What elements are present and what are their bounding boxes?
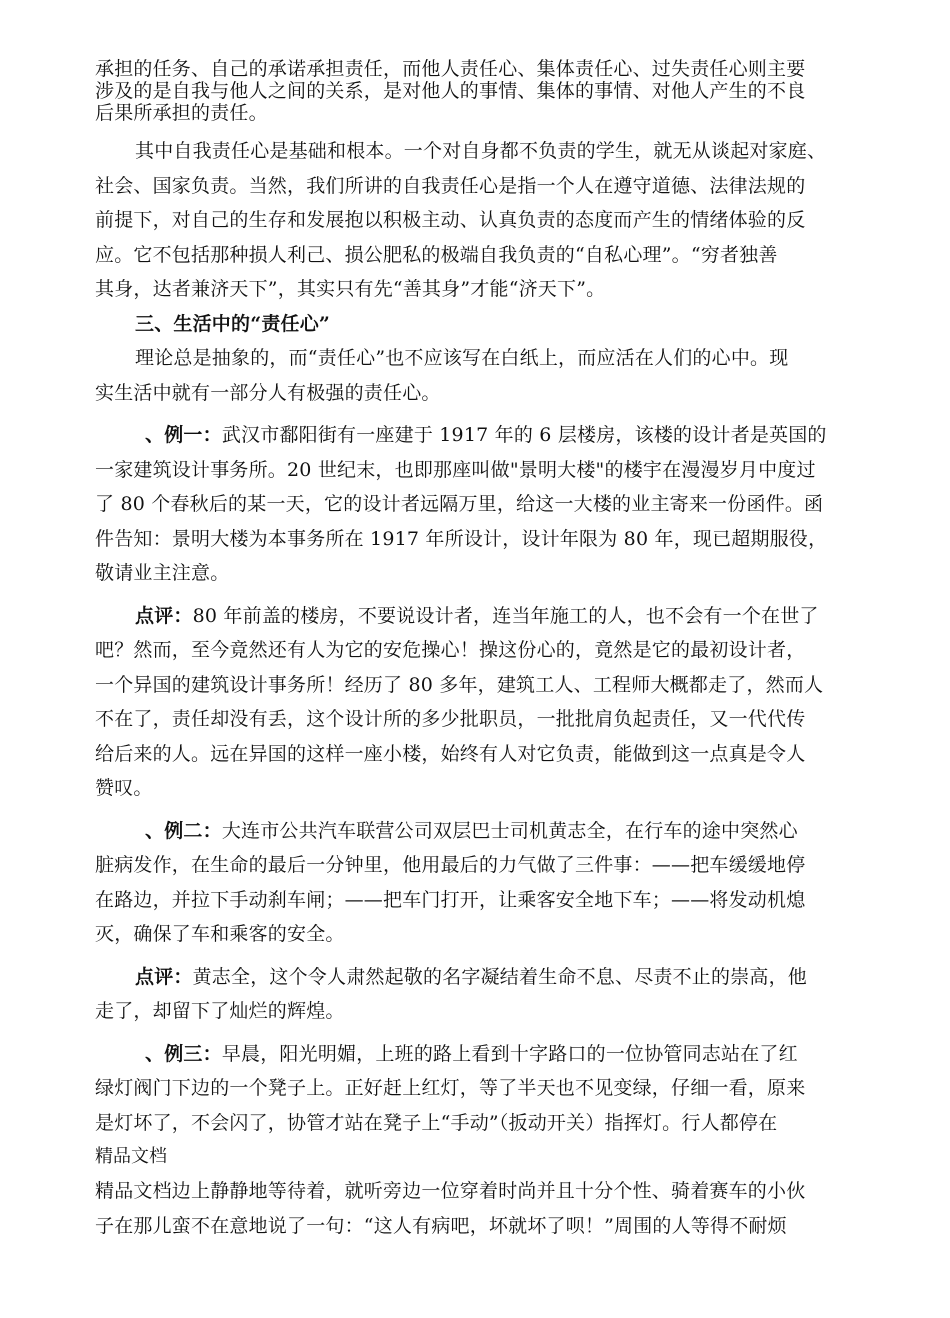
comment-label: 点评： [135, 965, 193, 988]
section-heading: 三、生活中的“责任心” [135, 312, 331, 335]
example-text: 早晨，阳光明媚，上班的路上看到十字路口的一位协管同志站在了红 [221, 1042, 798, 1065]
text-line [95, 814, 867, 849]
text-line: 走了，却留下了灿烂的辉煌。 [95, 1000, 345, 1022]
text-line: 其身，达者兼济天下”，其实只有先“善其身”才能“济天下”。 [95, 278, 606, 300]
text-line: 件告知：景明大楼为本事务所在 1917 年所设计，设计年限为 80 年，现已超期服役， [95, 527, 828, 550]
page-footer [95, 1140, 867, 1174]
example-label: 、例三： [145, 1042, 222, 1065]
paragraph-1 [95, 58, 867, 124]
comment-text: 80 年前盖的楼房，不要说设计者，连当年施工的人，也不会有一个在世了 [192, 604, 819, 627]
text-line: 绿灯阀门下边的一个凳子上。正好赶上红灯，等了半天也不见变绿，仔细一看，原来 [95, 1077, 806, 1099]
text-line: 前提下，对自己的生存和发展抱以积极主动、认真负责的态度而产生的情绪体验的反 [95, 209, 806, 231]
text-line: 精品文档边上静静地等待着，就听旁边一位穿着时尚并且十分个性、骑着赛车的小伙 [95, 1180, 806, 1202]
comment-text: 黄志全，这个令人肃然起敬的名字凝结着生命不息、尽责不止的崇高，他 [192, 965, 808, 988]
text-line: 应。它不包括那种损人利己、损公肥私的极端自我负责的“自私心理”。“穷者独善 [95, 243, 778, 266]
example-2 [95, 814, 867, 952]
text-line [95, 1037, 867, 1072]
next-page-continuation [95, 1174, 867, 1243]
text-line: 子在那儿蛮不在意地说了一句：“这人有病吧，坏就坏了呗！”周围的人等得不耐烦 [95, 1214, 787, 1237]
text-line: 一个异国的建筑设计事务所！经历了 80 多年，建筑工人、工程师大概都走了，然而人 [95, 673, 824, 696]
text-line: 后果所承担的责任。 [95, 102, 268, 124]
comment-1 [95, 599, 867, 806]
text-line: 吧？然而，至今竟然还有人为它的安危操心！操这份心的，竟然是它的最初设计者， [95, 639, 806, 661]
comment-2 [95, 960, 867, 1029]
text-line: 实生活中就有一部分人有极强的责任心。 [95, 381, 441, 404]
text-line [95, 960, 867, 995]
text-line [95, 599, 867, 634]
example-text: 武汉市鄱阳街有一座建于 1917 年的 6 层楼房，该楼的设计者是英国的 [221, 424, 827, 446]
text-line: 灭，确保了车和乘客的安全。 [95, 923, 345, 945]
paragraph-2 [95, 134, 867, 307]
example-label: 、例二： [145, 819, 222, 842]
text-line: 涉及的是自我与他人之间的关系，是对他人的事情、集体的事情、对他人产生的不良 [95, 80, 806, 102]
text-line [95, 418, 867, 453]
text-line: 赞叹。 [95, 777, 153, 799]
footer-watermark: 精品文档 [95, 1146, 167, 1167]
document-page [95, 58, 867, 1243]
text-line: 理论总是抽象的，而“责任心”也不应该写在白纸上，而应活在人们的心中。现 [135, 347, 789, 369]
text-line: 在路边，并拉下手动刹车闸；——把车门打开，让乘客安全地下车；——将发动机熄 [95, 888, 806, 911]
text-line: 脏病发作，在生命的最后一分钟里，他用最后的力气做了三件事：——把车缓缓地停 [95, 854, 806, 876]
text-line: 了 80 个春秋后的某一天，它的设计者远隔万里，给这一大楼的业主寄来一份函件。函 [95, 493, 824, 515]
example-1 [95, 418, 867, 591]
paragraph-3 [95, 341, 867, 410]
example-text: 大连市公共汽车联营公司双层巴士司机黄志全，在行车的途中突然心 [221, 819, 798, 842]
text-line: 不在了，责任却没有丢，这个设计所的多少批职员，一批批肩负起责任，又一代代传 [95, 708, 806, 730]
example-3 [95, 1037, 867, 1141]
comment-label: 点评： [135, 604, 193, 627]
text-line: 承担的任务、自己的承诺承担责任，而他人责任心、集体责任心、过失责任心则主要 [95, 58, 806, 80]
text-line: 其中自我责任心是基础和根本。一个对自身都不负责的学生，就无从谈起对家庭、 [135, 140, 827, 162]
text-line: 一家建筑设计事务所。20 世纪末，也即那座叫做"景明大楼"的楼宇在漫漫岁月中度过 [95, 458, 816, 481]
text-line: 给后来的人。远在异国的这样一座小楼，始终有人对它负责，能做到这一点真是令人 [95, 742, 806, 765]
text-line: 社会、国家负责。当然，我们所讲的自我责任心是指一个人在遵守道德、法律法规的 [95, 174, 806, 197]
text-line: 敬请业主注意。 [95, 562, 230, 584]
example-label: 、例一： [145, 424, 222, 446]
text-line: 是灯坏了，不会闪了，协管才站在凳子上“手动”（扳动开关）指挥灯。行人都停在 [95, 1111, 778, 1134]
